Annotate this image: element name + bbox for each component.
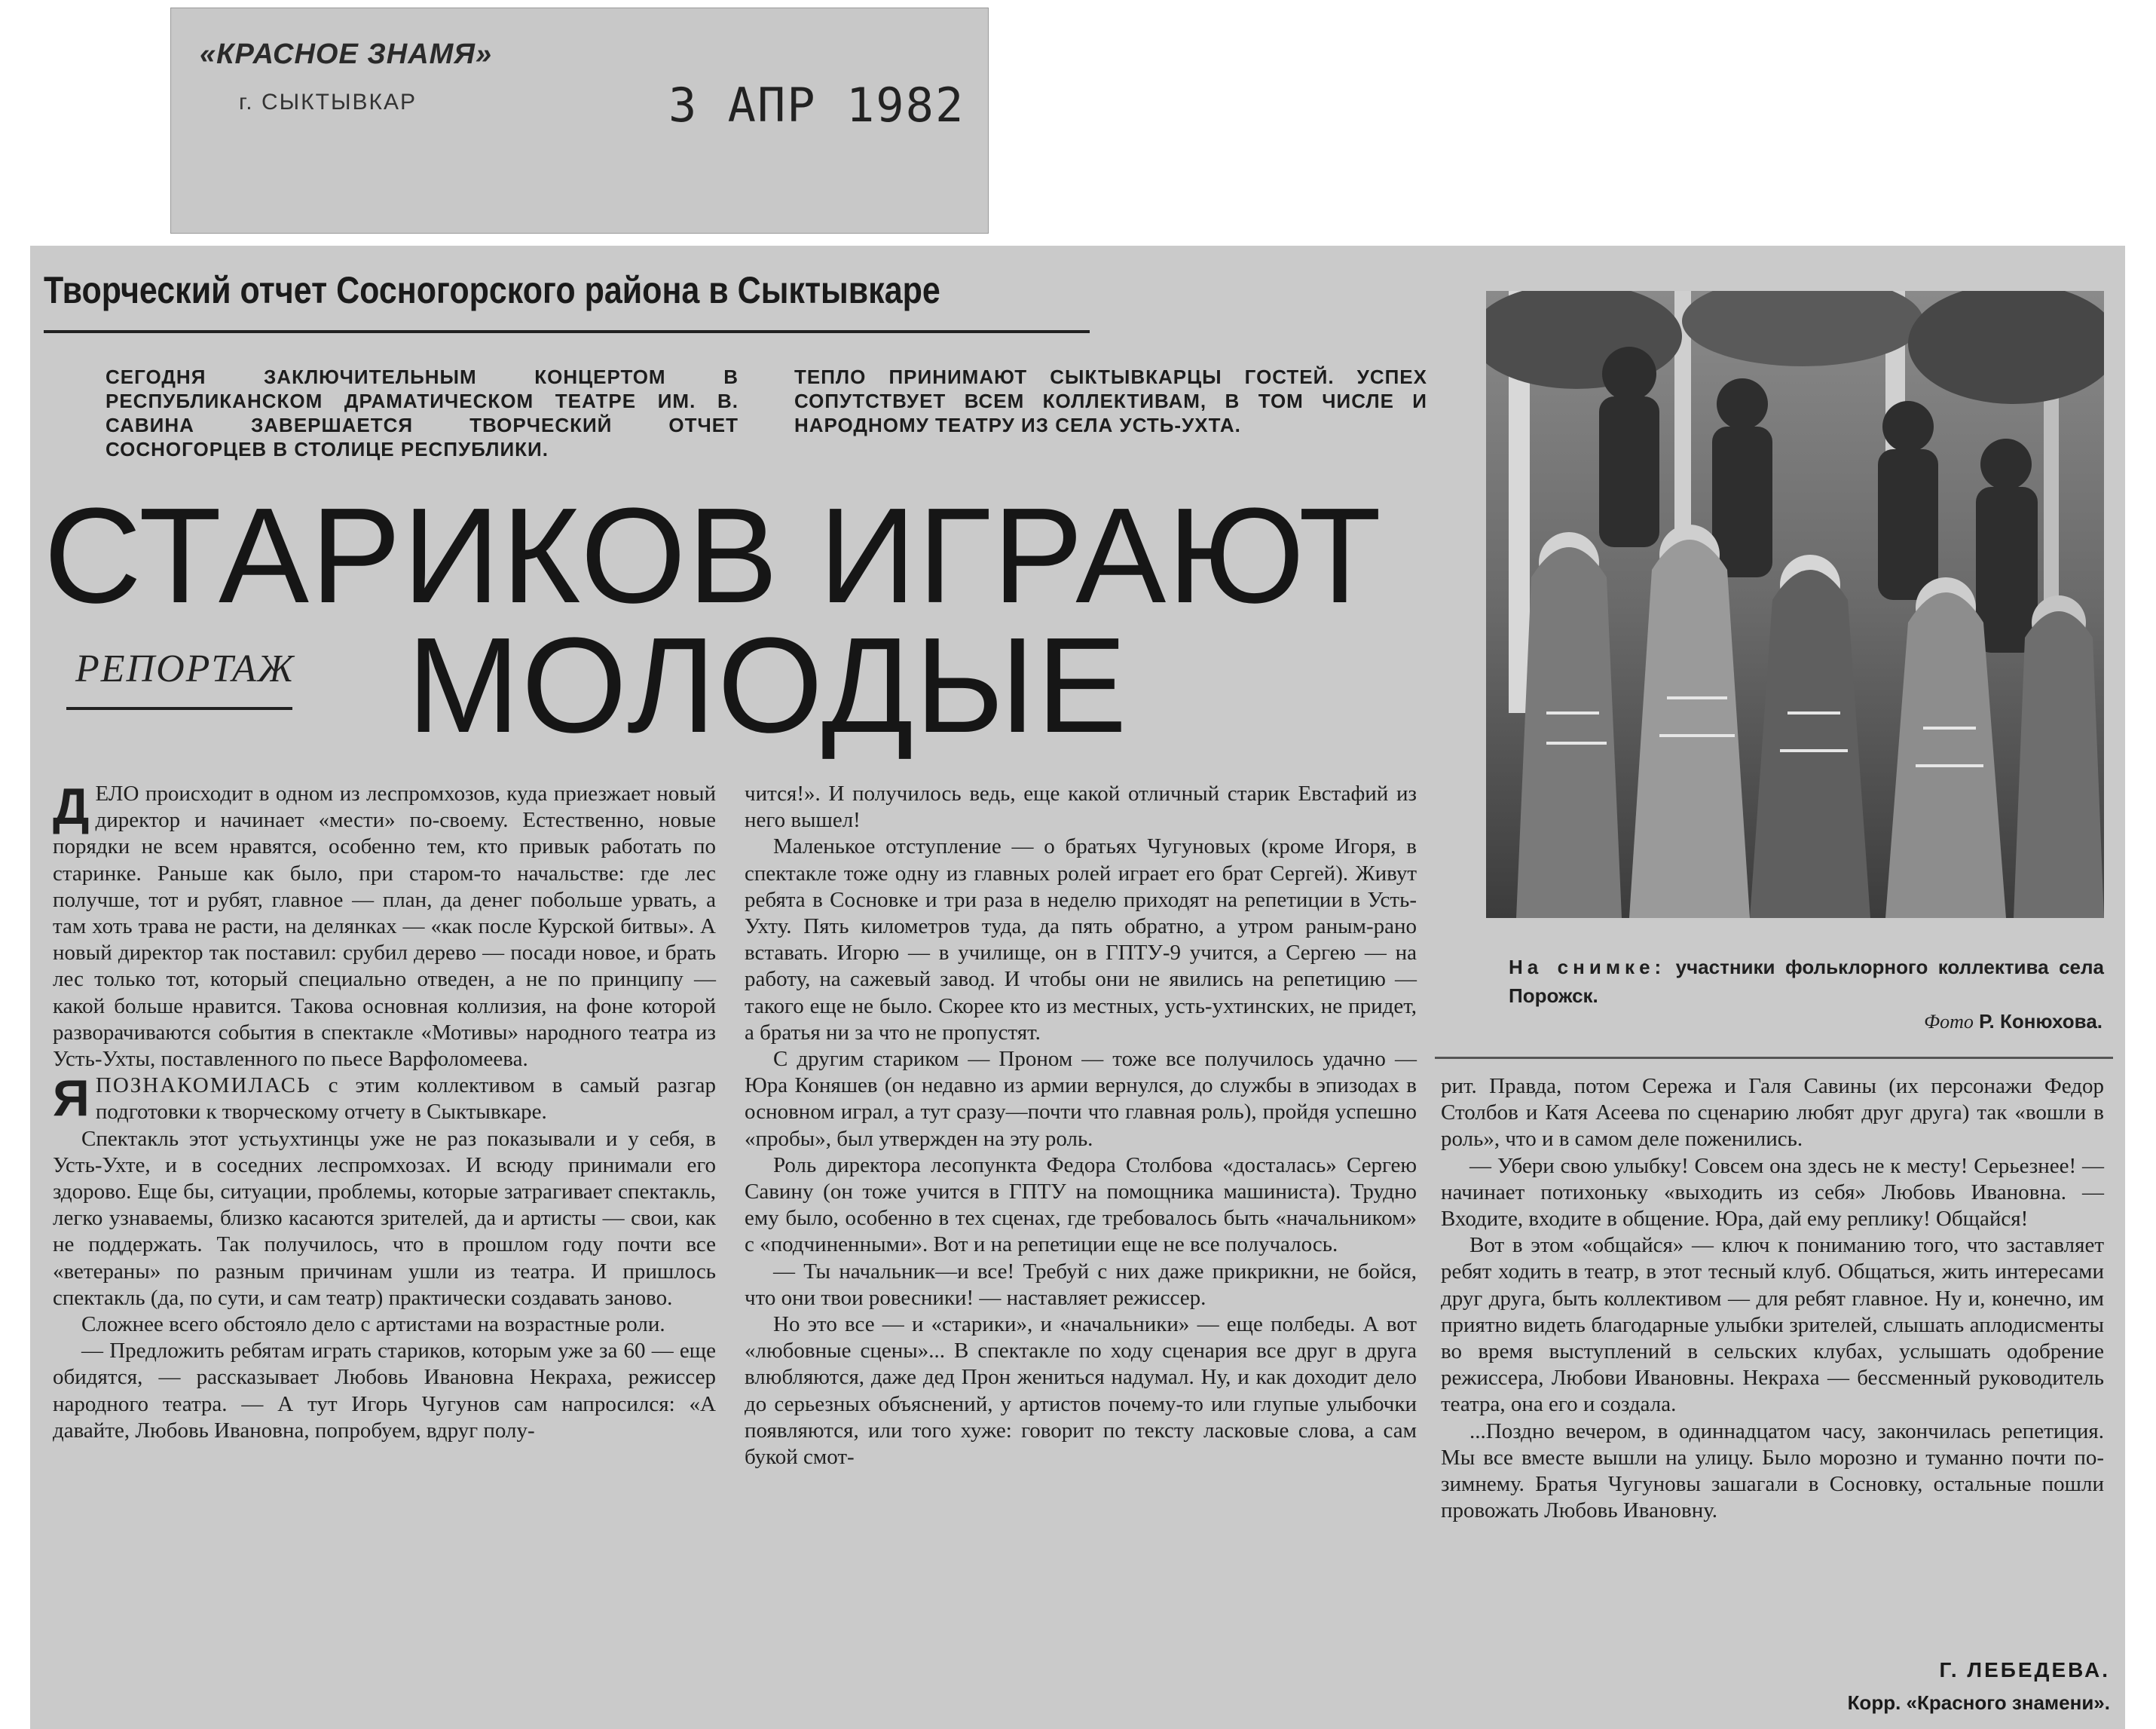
column-divider [1435,1057,2113,1059]
paragraph: Но это все — и «старики», и «начальники» — еще полбеды. А вот «любовные сцены»... В спектакле по ходу сценария все друг в друга влюбляются, даже дед Прон жениться надумал. Ну, и как доходит дело до серьезных объяснений, у артистов почему-то или глупые улыбочки появляются, или того хуже: говорит по тексту ласковые слова, а сам букой смот- [745,1312,1417,1470]
author-name: Г. ЛЕБЕДЕВА. [1939,1658,2110,1682]
lead-paragraph-left: СЕГОДНЯ ЗАКЛЮЧИТЕЛЬНЫМ КОНЦЕРТОМ В РЕСПУБЛИКАНСКОМ ДРАМАТИЧЕСКОМ ТЕАТРЕ ИМ. В. САВИНА ЗАВЕРШАЕТСЯ ТВОРЧЕСКИЙ ОТЧЕТ СОСНОГОРЦЕВ В СТОЛИЦЕ РЕСПУБЛИКИ. [106,366,739,461]
photo-credit-name: Р. Конюхова. [1979,1010,2102,1033]
photo-caption [1509,953,2104,1010]
newspaper-name: «КРАСНОЕ ЗНАМЯ» [200,38,493,70]
paragraph: — Ты начальник—и все! Требуй с них даже прикрикни, не бойся, что они твои ровесники! — наставляет режиссер. [745,1259,1417,1310]
paragraph: Роль директора лесопункта Федора Столбова «досталась» Сергею Савину (он тоже учится в ГПТУ на помощника машиниста). Трудно ему было, особенно в тех сценах, где требовалось быть «начальником» с «подчиненными». Вот и на репетиции еще не все получалось. [745,1152,1417,1257]
photo-illustration [1486,291,2104,918]
paragraph [53,1070,716,1128]
article-column-3 [1441,1073,2104,1524]
drop-cap: Д [53,778,90,835]
paragraph: рит. Правда, потом Сережа и Галя Савины (их персонажи Федор Столбов и Катя Асеева по сценарию любят друг друга) так «вошли в роль», что и в самом деле поженились. [1441,1074,2104,1152]
drop-cap: Я [53,1070,90,1128]
headline-line-2: МОЛОДЫЕ [407,610,1129,761]
paragraph: — Предложить ребятам играть стариков, которым уже за 60 — еще обидятся, — рассказывает Любовь Ивановна Некраха, режиссер народного театра. — А тут Игорь Чугунов сам напросился: «А давайте, Любовь Ивановна, попробуем, вдруг полу- [53,1339,716,1443]
paragraph-text: с этим коллективом в самый разгар подготовки к творческому отчету в Сыктывкаре. [95,1073,716,1125]
headline-line-1: СТАРИКОВ ИГРАЮТ [44,480,1384,632]
paragraph [53,778,716,1073]
caption-text: участники фольклорного коллектива села Порожск. [1509,956,2104,1007]
paragraph-text: ЕЛО происходит в одном из леспромхозов, куда приезжает новый директор и начинает «мести» по-своему. Естественно, новые порядки не всем нравятся, особенно тем, кто привык работать по старинке. Раньше как было, при старом-то начальстве: где лес получше, тот и рубят, главное — план, да денег побольше урвать, а там хоть трава не расти, на делянках — «как после Курской битвы». А новый директор так поставил: срубил дерево — посади новое, и брать лес только тот, который специально отведен, а не по принципу — какой больше нравится. Такова основная коллизия, на фоне которой разворачиваются события в спектакле «Мотивы» народного театра из Усть-Ухты, поставленного по пьесе Варфоломеева. [53,782,716,1072]
photo-credit [1809,1010,2102,1033]
paragraph: — Убери свою улыбку! Совсем она здесь не к месту! Серьезнее! — начинает потихоньку «выходить из себя» Любовь Ивановна. — Входите, входите в общение. Юра, дай ему реплику! Общайся! [1441,1153,2104,1232]
article-column-1 [53,778,716,1444]
paragraph: Маленькое отступление — о братьях Чугуновых (кроме Игоря, в спектакле тоже одну из главных ролей играет его брат Сергей). Живут ребята в Сосновке и три раза в неделю приходят на репетиции в Усть-Ухту. Пять километров туда, да пять обратно, а утром раным-рано вставать. Игорю — в училище, он в ГПТУ-9 учится, а Сергею — на работу, на сажевый завод. И чтобы они не явились на репетицию — такого еще не было. Скорее кто из местных, усть-ухтинских, не придет, а братья ни за что не пропустят. [745,834,1417,1045]
rubric-underline [44,330,1090,333]
rubric-heading: Творческий отчет Сосногорского района в Сыктывкаре [44,269,940,311]
folklore-ensemble-photo [1486,291,2104,918]
masthead-slip [170,8,989,234]
paragraph: С другим стариком — Проном — тоже все получилось удачно — Юра Коняшев (он недавно из армии вернулся, до службы в эпизодах в основном играл, а тут сразу—почти что главная роль), пройдя успешно «пробы», был утвержден на эту роль. [745,1047,1417,1151]
article-column-2 [745,781,1417,1470]
lead-paragraph-right: ТЕПЛО ПРИНИМАЮТ СЫКТЫВКАРЦЫ ГОСТЕЙ. УСПЕХ СОПУТСТВУЕТ ВСЕМ КОЛЛЕКТИВАМ, В ТОМ ЧИСЛЕ И НАРОДНОМУ ТЕАТРУ ИЗ СЕЛА УСТЬ-УХТА. [794,366,1427,436]
author-affiliation: Корр. «Красного знамени». [1847,1691,2110,1714]
paragraph: чится!». И получилось ведь, еще какой отличный старик Евстафий из него вышел! [745,782,1417,833]
paragraph: ...Поздно вечером, в одиннадцатом часу, закончилась репетиция. Мы все вместе вышли на улицу. Было морозно и туманно почти по-зимнему. Братья Чугуновы зашагали в Сосновку, остальные пошли провожать Любовь Ивановну. [1441,1418,2104,1523]
photo-credit-label: Фото [1924,1011,1974,1033]
genre-underline [66,707,292,710]
caption-label: На снимке: [1509,956,1666,978]
paragraph-caps: ПОЗНАКОМИЛАСЬ [95,1073,311,1098]
newspaper-city: г. СЫКТЫВКАР [239,90,417,115]
genre-label: РЕПОРТАЖ [75,647,295,690]
paragraph: Спектакль этот устьухтинцы уже не раз показывали и у себя, в Усть-Ухте, и в соседних леспромхозах. И всюду принимали его здорово. Еще бы, ситуации, проблемы, которые затрагивает спектакль, легко узнаваемы, близко касаются зрителей, да и артисты — свои, как не поддержать. Так получилось, что в прошлом году почти все «ветераны» по разным причинам ушли из театра. И пришлось спектакль (да, по сути, и сам театр) практически создавать заново. [53,1126,716,1310]
paragraph: Сложнее всего обстояло дело с артистами на возрастные роли. [81,1312,665,1337]
date-stamp: 3 АПР 1982 [668,78,965,133]
paragraph: Вот в этом «общайся» — ключ к пониманию того, что заставляет ребят ходить в театр, в этот тесный клуб. Общаться, жить интересами друг друга, быть коллективом — для ребят главное. Ну и, конечно, им приятно видеть благодарные улыбки зрителей, слышать аплодисменты во время выступлений в сельских клубах, услышать одобрение режиссера, Любови Ивановны. Некраха — бессменный руководитель театра, она его и создала. [1441,1233,2104,1417]
